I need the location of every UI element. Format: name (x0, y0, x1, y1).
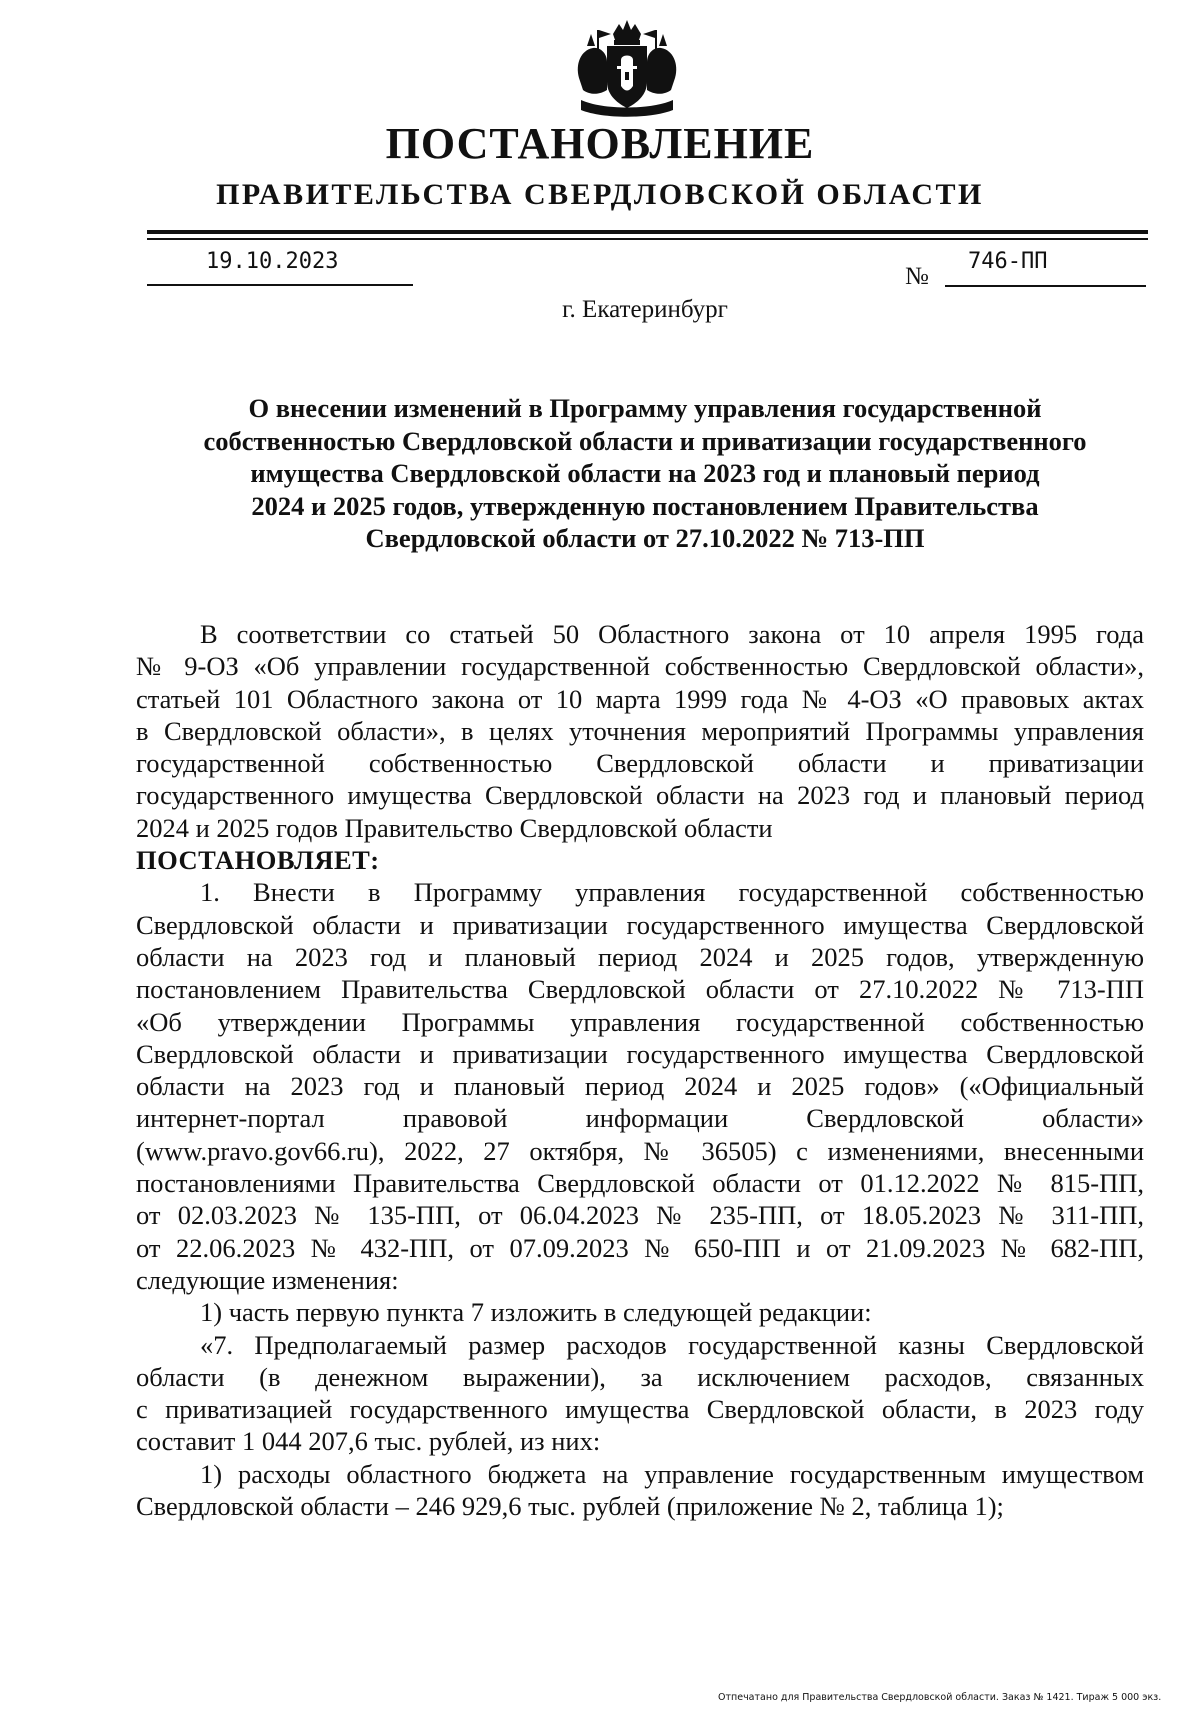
body-line: постановлениями Правительства Свердловской области от 01.12.2022 № 815-ПП, (136, 1168, 1144, 1199)
title-line: собственностью Свердловской области и приватизации государственного (203, 425, 1087, 456)
body-line: составит 1 044 207,6 тыс. рублей, из них: (136, 1426, 601, 1457)
coat-of-arms-icon (573, 20, 681, 120)
body-line: области (в денежном выражении), за исключением расходов, связанных (136, 1361, 1144, 1392)
document-number: 746-ПП (968, 249, 1048, 274)
body-line: в Свердловской области», в целях уточнения мероприятий Программы управления (136, 715, 1144, 746)
body-line: государственной собственностью Свердловской области и приватизации (136, 748, 1144, 779)
number-underline (945, 285, 1146, 287)
body-line: В соответствии со статьей 50 Областного закона от 10 апреля 1995 года (200, 619, 1144, 649)
title-line: О внесении изменений в Программу управления государственной (248, 393, 1042, 423)
body-line: 2024 и 2025 годов Правительство Свердловской области (136, 812, 773, 843)
body-line: от 22.06.2023 № 432-ПП, от 07.09.2023 № 650-ПП и от 21.09.2023 № 682-ПП, (136, 1232, 1144, 1263)
body-line: государственного имущества Свердловской области на 2023 год и плановый период (136, 780, 1144, 811)
title-line: имущества Свердловской области на 2023 год и плановый период (250, 458, 1040, 488)
body-line: следующие изменения: (136, 1264, 399, 1295)
body-line: 1) часть первую пункта 7 изложить в следующей редакции: (200, 1297, 872, 1328)
issuing-authority: ПРАВИТЕЛЬСТВА СВЕРДЛОВСКОЙ ОБЛАСТИ (216, 178, 984, 211)
body-line: постановлением Правительства Свердловской области от 27.10.2022 № 713-ПП (136, 974, 1144, 1005)
body-line: интернет-портал правовой информации Свердловской области» (136, 1103, 1144, 1134)
body-line: «7. Предполагаемый размер расходов государственной казны Свердловской (200, 1329, 1144, 1360)
resolution-keyword: ПОСТАНОВЛЯЕТ: (136, 845, 380, 876)
document-date: 19.10.2023 (206, 249, 339, 274)
title-line: 2024 и 2025 годов, утвержденную постановлением Правительства (251, 490, 1039, 521)
date-underline (147, 284, 413, 286)
city: г. Екатеринбург (562, 296, 728, 323)
document-body (136, 618, 1144, 1522)
number-sign: № (905, 263, 929, 290)
document-type: ПОСТАНОВЛЕНИЕ (385, 119, 815, 168)
body-line: с приватизацией государственного имущества Свердловской области, в 2023 году (136, 1394, 1144, 1425)
body-line: 1. Внести в Программу управления государственной собственностью (200, 877, 1144, 908)
body-line: Свердловской области и приватизации государственного имущества Свердловской (136, 909, 1144, 940)
body-line: № 9-ОЗ «Об управлении государственной собственностью Свердловской области», (136, 651, 1144, 682)
body-line: (www.pravo.gov66.ru), 2022, 27 октября, № 36505) с изменениями, внесенными (136, 1135, 1144, 1166)
header-rule-thin (147, 238, 1148, 240)
document-title (147, 392, 1143, 555)
title-line: Свердловской области от 27.10.2022 № 713-ПП (365, 523, 925, 553)
header-rule-thick (147, 230, 1148, 234)
body-line: от 02.03.2023 № 135-ПП, от 06.04.2023 № 235-ПП, от 18.05.2023 № 311-ПП, (136, 1200, 1144, 1231)
body-line: «Об утверждении Программы управления государственной собственностью (136, 1006, 1144, 1037)
body-line: статьей 101 Областного закона от 10 марта 1999 года № 4-ОЗ «О правовых актах (136, 683, 1144, 714)
body-line: Свердловской области и приватизации государственного имущества Свердловской (136, 1038, 1144, 1069)
print-imprint: Отпечатано для Правительства Свердловской области. Заказ № 1421. Тираж 5 000 экз. (718, 1692, 1162, 1703)
body-line: области на 2023 год и плановый период 2024 и 2025 годов» («Официальный (136, 1071, 1144, 1102)
body-line: 1) расходы областного бюджета на управление государственным имуществом (200, 1458, 1144, 1489)
body-line: области на 2023 год и плановый период 2024 и 2025 годов, утвержденную (136, 941, 1144, 972)
body-line: Свердловской области – 246 929,6 тыс. рублей (приложение № 2, таблица 1); (136, 1491, 1004, 1522)
